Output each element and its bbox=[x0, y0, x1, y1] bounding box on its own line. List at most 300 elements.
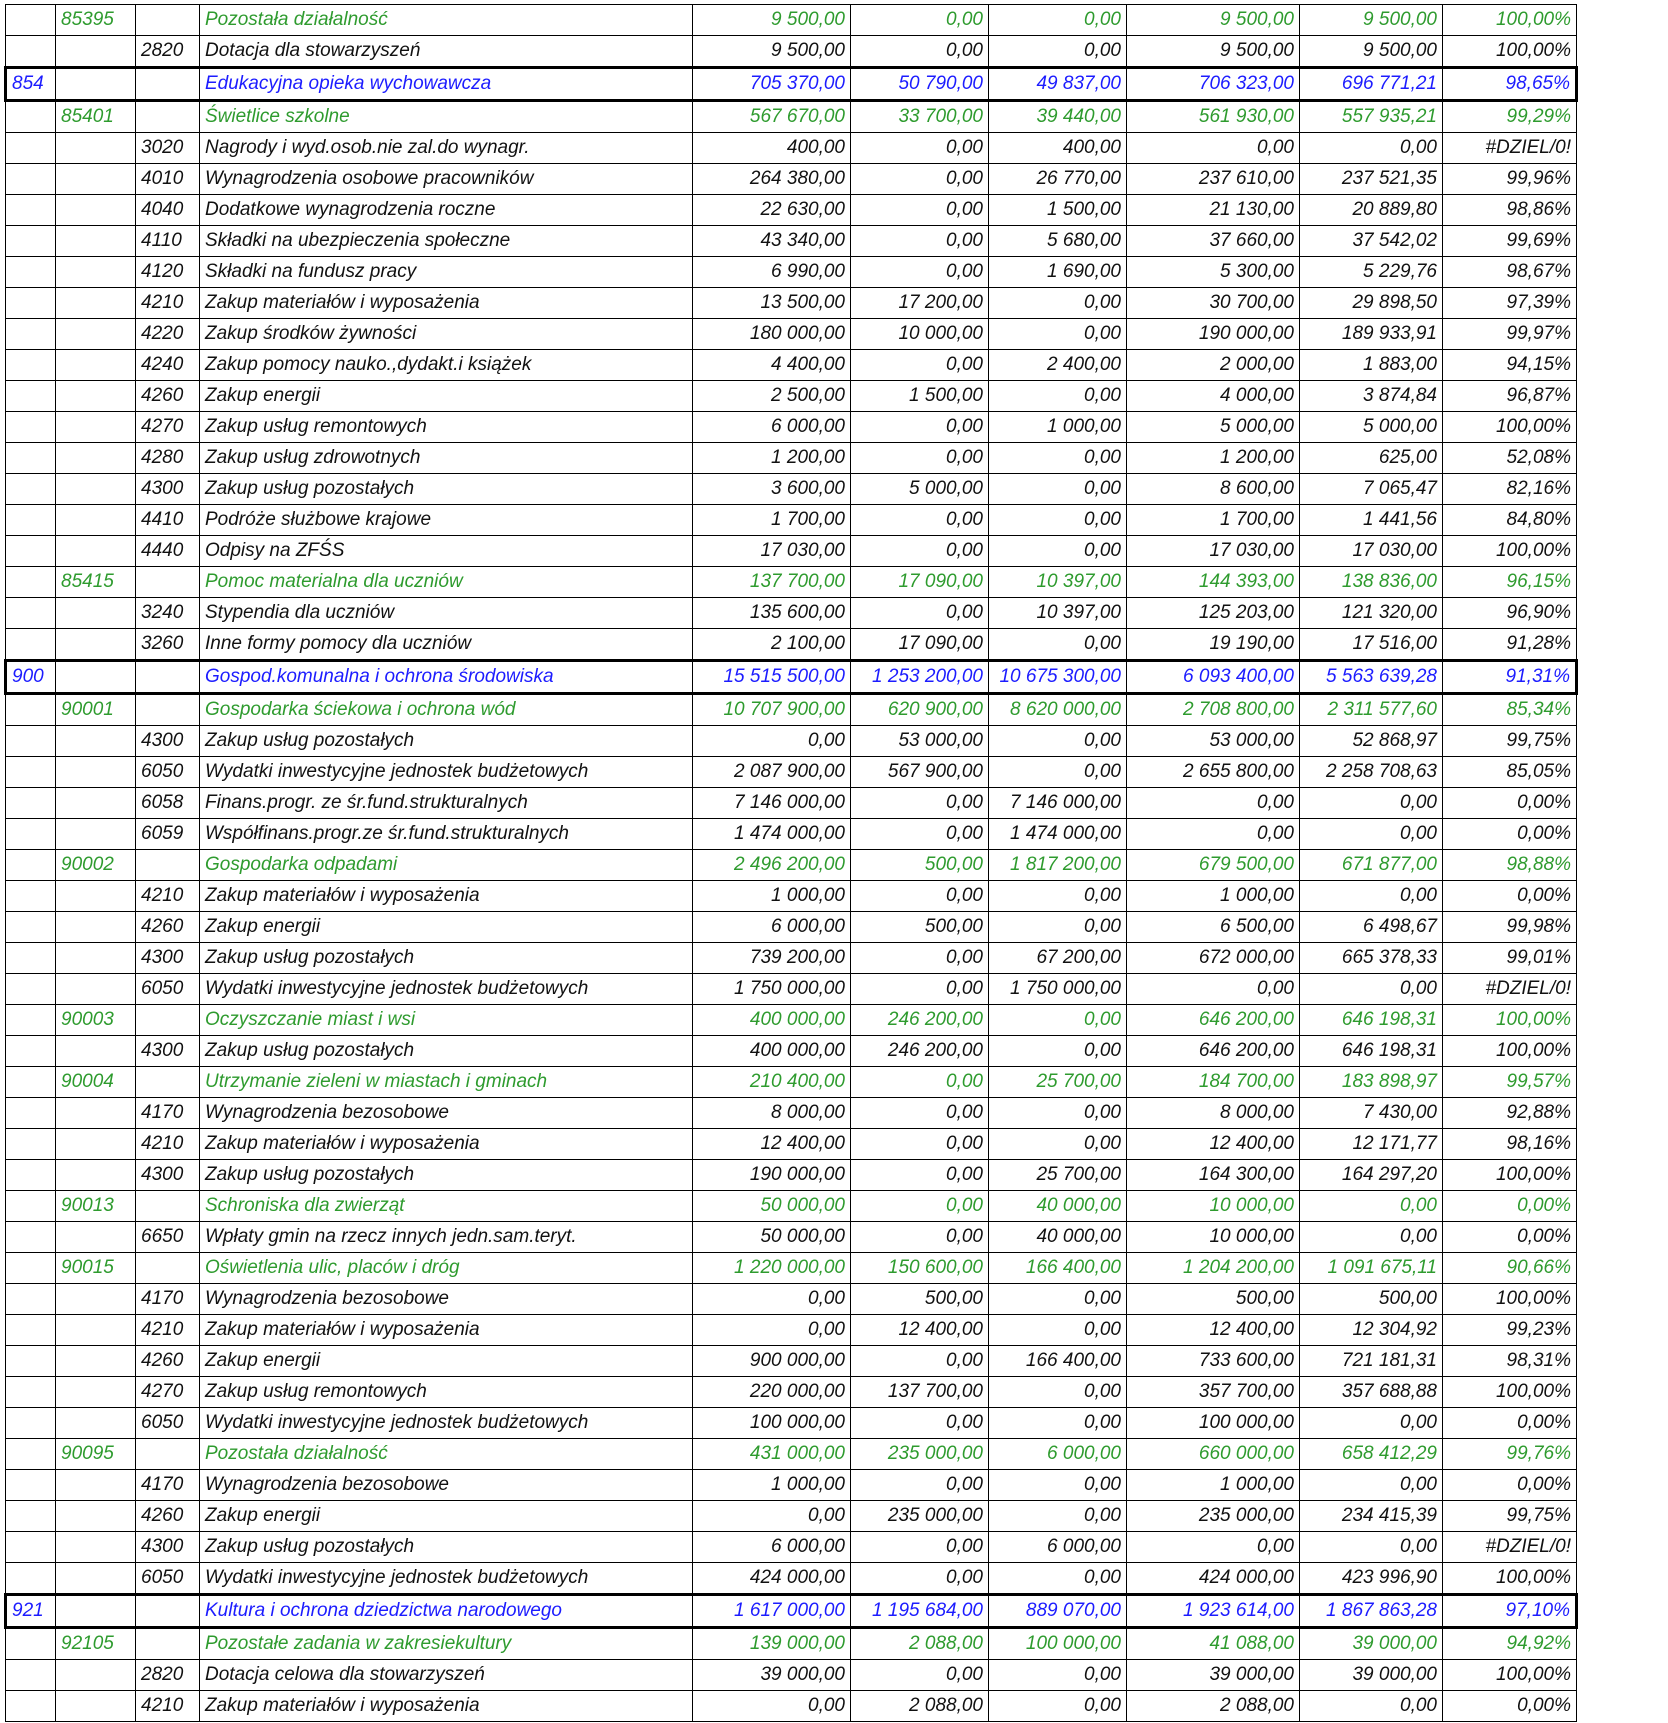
cell-paragraf[interactable] bbox=[136, 694, 200, 726]
cell-nazwa[interactable]: Gospodarka ściekowa i ochrona wód bbox=[200, 694, 693, 726]
cell-nazwa[interactable]: Pozostałe zadania w zakresiekultury bbox=[200, 1628, 693, 1660]
cell-paragraf[interactable]: 2820 bbox=[136, 1660, 200, 1691]
cell-procent[interactable]: 85,34% bbox=[1443, 694, 1577, 726]
cell-rozdzial[interactable] bbox=[56, 757, 136, 788]
cell-wykonanie[interactable]: 5 000,00 bbox=[1300, 412, 1443, 443]
cell-plan[interactable]: 567 670,00 bbox=[693, 101, 851, 133]
cell-procent[interactable]: 91,31% bbox=[1443, 661, 1577, 694]
cell-wykonanie[interactable]: 29 898,50 bbox=[1300, 288, 1443, 319]
cell-zmniejszenia[interactable]: 1 690,00 bbox=[989, 257, 1127, 288]
cell-rozdzial[interactable]: 85401 bbox=[56, 101, 136, 133]
cell-nazwa[interactable]: Dodatkowe wynagrodzenia roczne bbox=[200, 195, 693, 226]
cell-plan[interactable]: 1 700,00 bbox=[693, 505, 851, 536]
cell-zmniejszenia[interactable]: 0,00 bbox=[989, 1501, 1127, 1532]
cell-paragraf[interactable] bbox=[136, 5, 200, 36]
cell-zwiekszenia[interactable]: 235 000,00 bbox=[851, 1501, 989, 1532]
cell-procent[interactable]: 99,97% bbox=[1443, 319, 1577, 350]
cell-zwiekszenia[interactable]: 17 090,00 bbox=[851, 629, 989, 661]
cell-rozdzial[interactable] bbox=[56, 226, 136, 257]
cell-plan[interactable]: 8 000,00 bbox=[693, 1098, 851, 1129]
cell-wykonanie[interactable]: 671 877,00 bbox=[1300, 850, 1443, 881]
cell-nazwa[interactable]: Zakup usług remontowych bbox=[200, 1377, 693, 1408]
cell-dzial[interactable] bbox=[6, 505, 56, 536]
cell-zmniejszenia[interactable]: 2 400,00 bbox=[989, 350, 1127, 381]
cell-dzial[interactable] bbox=[6, 598, 56, 629]
cell-nazwa[interactable]: Zakup pomocy nauko.,dydakt.i książek bbox=[200, 350, 693, 381]
cell-dzial[interactable] bbox=[6, 164, 56, 195]
cell-nazwa[interactable]: Zakup usług pozostałych bbox=[200, 474, 693, 505]
cell-procent[interactable]: 99,75% bbox=[1443, 726, 1577, 757]
cell-zmniejszenia[interactable]: 0,00 bbox=[989, 726, 1127, 757]
cell-paragraf[interactable]: 4300 bbox=[136, 943, 200, 974]
cell-zwiekszenia[interactable]: 0,00 bbox=[851, 943, 989, 974]
cell-nazwa[interactable]: Zakup środków żywności bbox=[200, 319, 693, 350]
cell-wykonanie[interactable]: 557 935,21 bbox=[1300, 101, 1443, 133]
cell-nazwa[interactable]: Finans.progr. ze śr.fund.strukturalnych bbox=[200, 788, 693, 819]
cell-nazwa[interactable]: Zakup energii bbox=[200, 381, 693, 412]
cell-procent[interactable]: 91,28% bbox=[1443, 629, 1577, 661]
cell-zmniejszenia[interactable]: 7 146 000,00 bbox=[989, 788, 1127, 819]
cell-plan[interactable]: 4 400,00 bbox=[693, 350, 851, 381]
cell-zmniejszenia[interactable]: 10 397,00 bbox=[989, 598, 1127, 629]
cell-dzial[interactable] bbox=[6, 788, 56, 819]
cell-plan[interactable]: 137 700,00 bbox=[693, 567, 851, 598]
cell-plan[interactable]: 9 500,00 bbox=[693, 5, 851, 36]
cell-zwiekszenia[interactable]: 137 700,00 bbox=[851, 1377, 989, 1408]
cell-wykonanie[interactable]: 9 500,00 bbox=[1300, 36, 1443, 68]
cell-nazwa[interactable]: Edukacyjna opieka wychowawcza bbox=[200, 68, 693, 101]
cell-dzial[interactable] bbox=[6, 226, 56, 257]
cell-zwiekszenia[interactable]: 0,00 bbox=[851, 1191, 989, 1222]
cell-plan[interactable]: 0,00 bbox=[693, 726, 851, 757]
cell-procent[interactable]: 99,96% bbox=[1443, 164, 1577, 195]
cell-paragraf[interactable]: 6050 bbox=[136, 1563, 200, 1595]
cell-dzial[interactable]: 854 bbox=[6, 68, 56, 101]
cell-dzial[interactable] bbox=[6, 1408, 56, 1439]
cell-rozdzial[interactable]: 90015 bbox=[56, 1253, 136, 1284]
cell-rozdzial[interactable] bbox=[56, 319, 136, 350]
cell-dzial[interactable] bbox=[6, 381, 56, 412]
cell-plan_po_zmianach[interactable]: 0,00 bbox=[1127, 788, 1300, 819]
cell-paragraf[interactable] bbox=[136, 1191, 200, 1222]
cell-dzial[interactable] bbox=[6, 1439, 56, 1470]
cell-nazwa[interactable]: Zakup usług pozostałych bbox=[200, 726, 693, 757]
cell-plan[interactable]: 400,00 bbox=[693, 133, 851, 164]
cell-zmniejszenia[interactable]: 39 440,00 bbox=[989, 101, 1127, 133]
cell-zwiekszenia[interactable]: 53 000,00 bbox=[851, 726, 989, 757]
cell-paragraf[interactable] bbox=[136, 661, 200, 694]
cell-plan_po_zmianach[interactable]: 30 700,00 bbox=[1127, 288, 1300, 319]
cell-plan_po_zmianach[interactable]: 646 200,00 bbox=[1127, 1036, 1300, 1067]
cell-dzial[interactable] bbox=[6, 1315, 56, 1346]
cell-paragraf[interactable]: 4300 bbox=[136, 1036, 200, 1067]
cell-dzial[interactable] bbox=[6, 943, 56, 974]
cell-plan[interactable]: 22 630,00 bbox=[693, 195, 851, 226]
cell-plan[interactable]: 705 370,00 bbox=[693, 68, 851, 101]
cell-dzial[interactable] bbox=[6, 726, 56, 757]
cell-rozdzial[interactable] bbox=[56, 661, 136, 694]
cell-procent[interactable]: 92,88% bbox=[1443, 1098, 1577, 1129]
cell-plan_po_zmianach[interactable]: 1 204 200,00 bbox=[1127, 1253, 1300, 1284]
cell-paragraf[interactable]: 4240 bbox=[136, 350, 200, 381]
cell-plan_po_zmianach[interactable]: 39 000,00 bbox=[1127, 1660, 1300, 1691]
cell-procent[interactable]: 100,00% bbox=[1443, 5, 1577, 36]
cell-paragraf[interactable]: 4040 bbox=[136, 195, 200, 226]
cell-zmniejszenia[interactable]: 25 700,00 bbox=[989, 1160, 1127, 1191]
cell-zmniejszenia[interactable]: 0,00 bbox=[989, 881, 1127, 912]
cell-dzial[interactable] bbox=[6, 350, 56, 381]
cell-wykonanie[interactable]: 0,00 bbox=[1300, 819, 1443, 850]
cell-paragraf[interactable]: 4120 bbox=[136, 257, 200, 288]
cell-zwiekszenia[interactable]: 0,00 bbox=[851, 443, 989, 474]
cell-plan_po_zmianach[interactable]: 41 088,00 bbox=[1127, 1628, 1300, 1660]
cell-zmniejszenia[interactable]: 400,00 bbox=[989, 133, 1127, 164]
cell-wykonanie[interactable]: 0,00 bbox=[1300, 1532, 1443, 1563]
cell-zwiekszenia[interactable]: 0,00 bbox=[851, 1563, 989, 1595]
cell-plan[interactable]: 3 600,00 bbox=[693, 474, 851, 505]
cell-nazwa[interactable]: Współfinans.progr.ze śr.fund.strukturalnych bbox=[200, 819, 693, 850]
cell-plan_po_zmianach[interactable]: 2 708 800,00 bbox=[1127, 694, 1300, 726]
cell-zwiekszenia[interactable]: 0,00 bbox=[851, 1129, 989, 1160]
cell-zmniejszenia[interactable]: 0,00 bbox=[989, 1284, 1127, 1315]
cell-wykonanie[interactable]: 625,00 bbox=[1300, 443, 1443, 474]
cell-nazwa[interactable]: Wydatki inwestycyjne jednostek budżetowych bbox=[200, 1408, 693, 1439]
cell-paragraf[interactable]: 4280 bbox=[136, 443, 200, 474]
cell-plan[interactable]: 139 000,00 bbox=[693, 1628, 851, 1660]
cell-nazwa[interactable]: Wpłaty gmin na rzecz innych jedn.sam.teryt. bbox=[200, 1222, 693, 1253]
cell-plan[interactable]: 424 000,00 bbox=[693, 1563, 851, 1595]
cell-plan[interactable]: 2 087 900,00 bbox=[693, 757, 851, 788]
cell-dzial[interactable] bbox=[6, 567, 56, 598]
cell-paragraf[interactable]: 6050 bbox=[136, 974, 200, 1005]
cell-rozdzial[interactable] bbox=[56, 381, 136, 412]
cell-procent[interactable]: #DZIEL/0! bbox=[1443, 974, 1577, 1005]
cell-zwiekszenia[interactable]: 33 700,00 bbox=[851, 101, 989, 133]
cell-wykonanie[interactable]: 1 867 863,28 bbox=[1300, 1595, 1443, 1628]
cell-wykonanie[interactable]: 2 258 708,63 bbox=[1300, 757, 1443, 788]
cell-procent[interactable]: 0,00% bbox=[1443, 1691, 1577, 1722]
cell-dzial[interactable]: 921 bbox=[6, 1595, 56, 1628]
cell-plan[interactable]: 190 000,00 bbox=[693, 1160, 851, 1191]
cell-paragraf[interactable]: 3260 bbox=[136, 629, 200, 661]
cell-wykonanie[interactable]: 646 198,31 bbox=[1300, 1005, 1443, 1036]
cell-wykonanie[interactable]: 646 198,31 bbox=[1300, 1036, 1443, 1067]
cell-paragraf[interactable]: 4210 bbox=[136, 1691, 200, 1722]
cell-zmniejszenia[interactable]: 0,00 bbox=[989, 1660, 1127, 1691]
cell-nazwa[interactable]: Wydatki inwestycyjne jednostek budżetowych bbox=[200, 1563, 693, 1595]
cell-wykonanie[interactable]: 357 688,88 bbox=[1300, 1377, 1443, 1408]
cell-paragraf[interactable]: 4260 bbox=[136, 1501, 200, 1532]
cell-zwiekszenia[interactable]: 0,00 bbox=[851, 1098, 989, 1129]
cell-paragraf[interactable]: 4170 bbox=[136, 1470, 200, 1501]
cell-rozdzial[interactable] bbox=[56, 788, 136, 819]
cell-nazwa[interactable]: Zakup materiałów i wyposażenia bbox=[200, 1691, 693, 1722]
cell-rozdzial[interactable]: 90001 bbox=[56, 694, 136, 726]
cell-wykonanie[interactable]: 7 430,00 bbox=[1300, 1098, 1443, 1129]
cell-plan_po_zmianach[interactable]: 1 000,00 bbox=[1127, 1470, 1300, 1501]
cell-plan[interactable]: 220 000,00 bbox=[693, 1377, 851, 1408]
cell-zmniejszenia[interactable]: 10 675 300,00 bbox=[989, 661, 1127, 694]
cell-procent[interactable]: 94,15% bbox=[1443, 350, 1577, 381]
cell-zwiekszenia[interactable]: 1 253 200,00 bbox=[851, 661, 989, 694]
cell-nazwa[interactable]: Zakup energii bbox=[200, 912, 693, 943]
cell-rozdzial[interactable] bbox=[56, 68, 136, 101]
cell-zmniejszenia[interactable]: 0,00 bbox=[989, 757, 1127, 788]
cell-procent[interactable]: 0,00% bbox=[1443, 1408, 1577, 1439]
cell-zwiekszenia[interactable]: 2 088,00 bbox=[851, 1691, 989, 1722]
cell-zmniejszenia[interactable]: 1 817 200,00 bbox=[989, 850, 1127, 881]
cell-wykonanie[interactable]: 1 091 675,11 bbox=[1300, 1253, 1443, 1284]
cell-nazwa[interactable]: Oświetlenia ulic, placów i dróg bbox=[200, 1253, 693, 1284]
cell-plan_po_zmianach[interactable]: 2 088,00 bbox=[1127, 1691, 1300, 1722]
cell-procent[interactable]: 0,00% bbox=[1443, 881, 1577, 912]
cell-wykonanie[interactable]: 9 500,00 bbox=[1300, 5, 1443, 36]
cell-dzial[interactable] bbox=[6, 1253, 56, 1284]
cell-dzial[interactable] bbox=[6, 629, 56, 661]
cell-procent[interactable]: 100,00% bbox=[1443, 1036, 1577, 1067]
cell-dzial[interactable] bbox=[6, 1377, 56, 1408]
cell-rozdzial[interactable]: 90004 bbox=[56, 1067, 136, 1098]
cell-zmniejszenia[interactable]: 10 397,00 bbox=[989, 567, 1127, 598]
cell-paragraf[interactable]: 4210 bbox=[136, 288, 200, 319]
cell-zwiekszenia[interactable]: 235 000,00 bbox=[851, 1439, 989, 1470]
cell-plan[interactable]: 0,00 bbox=[693, 1284, 851, 1315]
cell-rozdzial[interactable] bbox=[56, 288, 136, 319]
cell-zwiekszenia[interactable]: 0,00 bbox=[851, 133, 989, 164]
cell-zmniejszenia[interactable]: 0,00 bbox=[989, 1315, 1127, 1346]
cell-nazwa[interactable]: Wydatki inwestycyjne jednostek budżetowych bbox=[200, 757, 693, 788]
cell-wykonanie[interactable]: 658 412,29 bbox=[1300, 1439, 1443, 1470]
cell-rozdzial[interactable] bbox=[56, 819, 136, 850]
cell-rozdzial[interactable] bbox=[56, 1129, 136, 1160]
cell-rozdzial[interactable] bbox=[56, 443, 136, 474]
cell-procent[interactable]: 98,65% bbox=[1443, 68, 1577, 101]
cell-rozdzial[interactable] bbox=[56, 1408, 136, 1439]
cell-plan_po_zmianach[interactable]: 9 500,00 bbox=[1127, 36, 1300, 68]
cell-procent[interactable]: 98,67% bbox=[1443, 257, 1577, 288]
cell-dzial[interactable] bbox=[6, 412, 56, 443]
cell-dzial[interactable] bbox=[6, 1067, 56, 1098]
cell-wykonanie[interactable]: 5 229,76 bbox=[1300, 257, 1443, 288]
cell-nazwa[interactable]: Gospodarka odpadami bbox=[200, 850, 693, 881]
cell-paragraf[interactable] bbox=[136, 1439, 200, 1470]
cell-dzial[interactable] bbox=[6, 1660, 56, 1691]
cell-nazwa[interactable]: Pozostała działalność bbox=[200, 1439, 693, 1470]
cell-rozdzial[interactable] bbox=[56, 474, 136, 505]
cell-zmniejszenia[interactable]: 0,00 bbox=[989, 1470, 1127, 1501]
cell-plan_po_zmianach[interactable]: 5 300,00 bbox=[1127, 257, 1300, 288]
cell-plan_po_zmianach[interactable]: 12 400,00 bbox=[1127, 1315, 1300, 1346]
cell-plan_po_zmianach[interactable]: 10 000,00 bbox=[1127, 1222, 1300, 1253]
cell-plan[interactable]: 400 000,00 bbox=[693, 1036, 851, 1067]
cell-procent[interactable]: 0,00% bbox=[1443, 1222, 1577, 1253]
cell-zwiekszenia[interactable]: 1 500,00 bbox=[851, 381, 989, 412]
cell-zmniejszenia[interactable]: 1 750 000,00 bbox=[989, 974, 1127, 1005]
cell-zwiekszenia[interactable]: 246 200,00 bbox=[851, 1036, 989, 1067]
cell-zwiekszenia[interactable]: 0,00 bbox=[851, 598, 989, 629]
cell-nazwa[interactable]: Zakup materiałów i wyposażenia bbox=[200, 288, 693, 319]
cell-rozdzial[interactable] bbox=[56, 257, 136, 288]
cell-dzial[interactable] bbox=[6, 1532, 56, 1563]
cell-zmniejszenia[interactable]: 0,00 bbox=[989, 288, 1127, 319]
cell-plan_po_zmianach[interactable]: 237 610,00 bbox=[1127, 164, 1300, 195]
cell-zwiekszenia[interactable]: 246 200,00 bbox=[851, 1005, 989, 1036]
cell-plan_po_zmianach[interactable]: 144 393,00 bbox=[1127, 567, 1300, 598]
cell-plan[interactable]: 2 496 200,00 bbox=[693, 850, 851, 881]
cell-nazwa[interactable]: Zakup usług remontowych bbox=[200, 412, 693, 443]
cell-plan[interactable]: 100 000,00 bbox=[693, 1408, 851, 1439]
cell-rozdzial[interactable]: 85395 bbox=[56, 5, 136, 36]
cell-dzial[interactable] bbox=[6, 1691, 56, 1722]
cell-nazwa[interactable]: Składki na ubezpieczenia społeczne bbox=[200, 226, 693, 257]
cell-zmniejszenia[interactable]: 166 400,00 bbox=[989, 1253, 1127, 1284]
cell-paragraf[interactable]: 4170 bbox=[136, 1284, 200, 1315]
cell-wykonanie[interactable]: 234 415,39 bbox=[1300, 1501, 1443, 1532]
cell-procent[interactable]: 94,92% bbox=[1443, 1628, 1577, 1660]
cell-wykonanie[interactable]: 39 000,00 bbox=[1300, 1628, 1443, 1660]
cell-plan[interactable]: 739 200,00 bbox=[693, 943, 851, 974]
cell-dzial[interactable] bbox=[6, 288, 56, 319]
cell-rozdzial[interactable] bbox=[56, 1315, 136, 1346]
cell-wykonanie[interactable]: 665 378,33 bbox=[1300, 943, 1443, 974]
cell-zmniejszenia[interactable]: 0,00 bbox=[989, 319, 1127, 350]
cell-zwiekszenia[interactable]: 0,00 bbox=[851, 257, 989, 288]
cell-wykonanie[interactable]: 0,00 bbox=[1300, 1222, 1443, 1253]
cell-zmniejszenia[interactable]: 0,00 bbox=[989, 381, 1127, 412]
cell-procent[interactable]: 0,00% bbox=[1443, 788, 1577, 819]
cell-zmniejszenia[interactable]: 0,00 bbox=[989, 1036, 1127, 1067]
cell-zwiekszenia[interactable]: 17 200,00 bbox=[851, 288, 989, 319]
cell-plan_po_zmianach[interactable]: 672 000,00 bbox=[1127, 943, 1300, 974]
cell-plan_po_zmianach[interactable]: 184 700,00 bbox=[1127, 1067, 1300, 1098]
cell-rozdzial[interactable] bbox=[56, 1660, 136, 1691]
cell-plan_po_zmianach[interactable]: 12 400,00 bbox=[1127, 1129, 1300, 1160]
cell-procent[interactable]: 100,00% bbox=[1443, 1660, 1577, 1691]
cell-zwiekszenia[interactable]: 50 790,00 bbox=[851, 68, 989, 101]
cell-plan_po_zmianach[interactable]: 6 500,00 bbox=[1127, 912, 1300, 943]
cell-dzial[interactable] bbox=[6, 757, 56, 788]
cell-zmniejszenia[interactable]: 49 837,00 bbox=[989, 68, 1127, 101]
cell-nazwa[interactable]: Zakup energii bbox=[200, 1501, 693, 1532]
cell-zwiekszenia[interactable]: 0,00 bbox=[851, 788, 989, 819]
cell-zmniejszenia[interactable]: 0,00 bbox=[989, 36, 1127, 68]
cell-plan[interactable]: 431 000,00 bbox=[693, 1439, 851, 1470]
cell-wykonanie[interactable]: 0,00 bbox=[1300, 1691, 1443, 1722]
cell-plan[interactable]: 17 030,00 bbox=[693, 536, 851, 567]
cell-rozdzial[interactable] bbox=[56, 1595, 136, 1628]
cell-wykonanie[interactable]: 0,00 bbox=[1300, 1191, 1443, 1222]
cell-paragraf[interactable]: 4270 bbox=[136, 412, 200, 443]
cell-wykonanie[interactable]: 12 171,77 bbox=[1300, 1129, 1443, 1160]
cell-wykonanie[interactable]: 6 498,67 bbox=[1300, 912, 1443, 943]
cell-nazwa[interactable]: Wynagrodzenia bezosobowe bbox=[200, 1284, 693, 1315]
cell-plan[interactable]: 210 400,00 bbox=[693, 1067, 851, 1098]
cell-paragraf[interactable]: 4300 bbox=[136, 1160, 200, 1191]
cell-plan[interactable]: 6 000,00 bbox=[693, 912, 851, 943]
cell-procent[interactable]: 100,00% bbox=[1443, 1160, 1577, 1191]
cell-rozdzial[interactable] bbox=[56, 36, 136, 68]
cell-procent[interactable]: 100,00% bbox=[1443, 1284, 1577, 1315]
cell-dzial[interactable] bbox=[6, 1222, 56, 1253]
cell-rozdzial[interactable] bbox=[56, 1691, 136, 1722]
cell-rozdzial[interactable] bbox=[56, 1470, 136, 1501]
cell-procent[interactable]: 96,87% bbox=[1443, 381, 1577, 412]
cell-plan_po_zmianach[interactable]: 706 323,00 bbox=[1127, 68, 1300, 101]
cell-procent[interactable]: 82,16% bbox=[1443, 474, 1577, 505]
cell-plan[interactable]: 0,00 bbox=[693, 1501, 851, 1532]
cell-plan[interactable]: 43 340,00 bbox=[693, 226, 851, 257]
cell-zwiekszenia[interactable]: 0,00 bbox=[851, 226, 989, 257]
cell-zmniejszenia[interactable]: 0,00 bbox=[989, 505, 1127, 536]
cell-zmniejszenia[interactable]: 0,00 bbox=[989, 1563, 1127, 1595]
cell-plan[interactable]: 264 380,00 bbox=[693, 164, 851, 195]
cell-zmniejszenia[interactable]: 0,00 bbox=[989, 1005, 1127, 1036]
cell-paragraf[interactable] bbox=[136, 101, 200, 133]
cell-zmniejszenia[interactable]: 0,00 bbox=[989, 536, 1127, 567]
cell-wykonanie[interactable]: 0,00 bbox=[1300, 1408, 1443, 1439]
cell-nazwa[interactable]: Zakup materiałów i wyposażenia bbox=[200, 1129, 693, 1160]
cell-plan[interactable]: 0,00 bbox=[693, 1315, 851, 1346]
cell-paragraf[interactable]: 3020 bbox=[136, 133, 200, 164]
cell-zmniejszenia[interactable]: 6 000,00 bbox=[989, 1439, 1127, 1470]
cell-paragraf[interactable]: 4260 bbox=[136, 912, 200, 943]
cell-procent[interactable]: 98,86% bbox=[1443, 195, 1577, 226]
cell-plan_po_zmianach[interactable]: 4 000,00 bbox=[1127, 381, 1300, 412]
cell-zwiekszenia[interactable]: 0,00 bbox=[851, 1160, 989, 1191]
cell-zwiekszenia[interactable]: 10 000,00 bbox=[851, 319, 989, 350]
cell-procent[interactable]: 98,31% bbox=[1443, 1346, 1577, 1377]
cell-plan[interactable]: 13 500,00 bbox=[693, 288, 851, 319]
cell-plan[interactable]: 10 707 900,00 bbox=[693, 694, 851, 726]
cell-paragraf[interactable] bbox=[136, 567, 200, 598]
cell-zwiekszenia[interactable]: 0,00 bbox=[851, 819, 989, 850]
cell-paragraf[interactable] bbox=[136, 1628, 200, 1660]
cell-plan_po_zmianach[interactable]: 561 930,00 bbox=[1127, 101, 1300, 133]
cell-rozdzial[interactable]: 90002 bbox=[56, 850, 136, 881]
cell-paragraf[interactable]: 6059 bbox=[136, 819, 200, 850]
cell-plan_po_zmianach[interactable]: 9 500,00 bbox=[1127, 5, 1300, 36]
cell-rozdzial[interactable] bbox=[56, 133, 136, 164]
cell-zmniejszenia[interactable]: 5 680,00 bbox=[989, 226, 1127, 257]
cell-plan_po_zmianach[interactable]: 10 000,00 bbox=[1127, 1191, 1300, 1222]
cell-paragraf[interactable]: 4010 bbox=[136, 164, 200, 195]
cell-procent[interactable]: 85,05% bbox=[1443, 757, 1577, 788]
cell-rozdzial[interactable]: 90003 bbox=[56, 1005, 136, 1036]
cell-procent[interactable]: 96,90% bbox=[1443, 598, 1577, 629]
cell-rozdzial[interactable] bbox=[56, 412, 136, 443]
cell-dzial[interactable] bbox=[6, 1036, 56, 1067]
cell-zwiekszenia[interactable]: 0,00 bbox=[851, 1660, 989, 1691]
cell-rozdzial[interactable] bbox=[56, 1284, 136, 1315]
cell-plan[interactable]: 180 000,00 bbox=[693, 319, 851, 350]
cell-zmniejszenia[interactable]: 1 474 000,00 bbox=[989, 819, 1127, 850]
cell-rozdzial[interactable]: 90095 bbox=[56, 1439, 136, 1470]
cell-plan[interactable]: 2 500,00 bbox=[693, 381, 851, 412]
cell-paragraf[interactable]: 3240 bbox=[136, 598, 200, 629]
cell-zwiekszenia[interactable]: 567 900,00 bbox=[851, 757, 989, 788]
cell-zwiekszenia[interactable]: 0,00 bbox=[851, 36, 989, 68]
cell-plan_po_zmianach[interactable]: 0,00 bbox=[1127, 133, 1300, 164]
cell-nazwa[interactable]: Zakup usług pozostałych bbox=[200, 1532, 693, 1563]
cell-paragraf[interactable]: 4300 bbox=[136, 1532, 200, 1563]
cell-zmniejszenia[interactable]: 1 000,00 bbox=[989, 412, 1127, 443]
cell-zwiekszenia[interactable]: 150 600,00 bbox=[851, 1253, 989, 1284]
cell-nazwa[interactable]: Składki na fundusz pracy bbox=[200, 257, 693, 288]
cell-nazwa[interactable]: Oczyszczanie miast i wsi bbox=[200, 1005, 693, 1036]
cell-zwiekszenia[interactable]: 0,00 bbox=[851, 1067, 989, 1098]
cell-nazwa[interactable]: Zakup energii bbox=[200, 1346, 693, 1377]
cell-rozdzial[interactable] bbox=[56, 629, 136, 661]
